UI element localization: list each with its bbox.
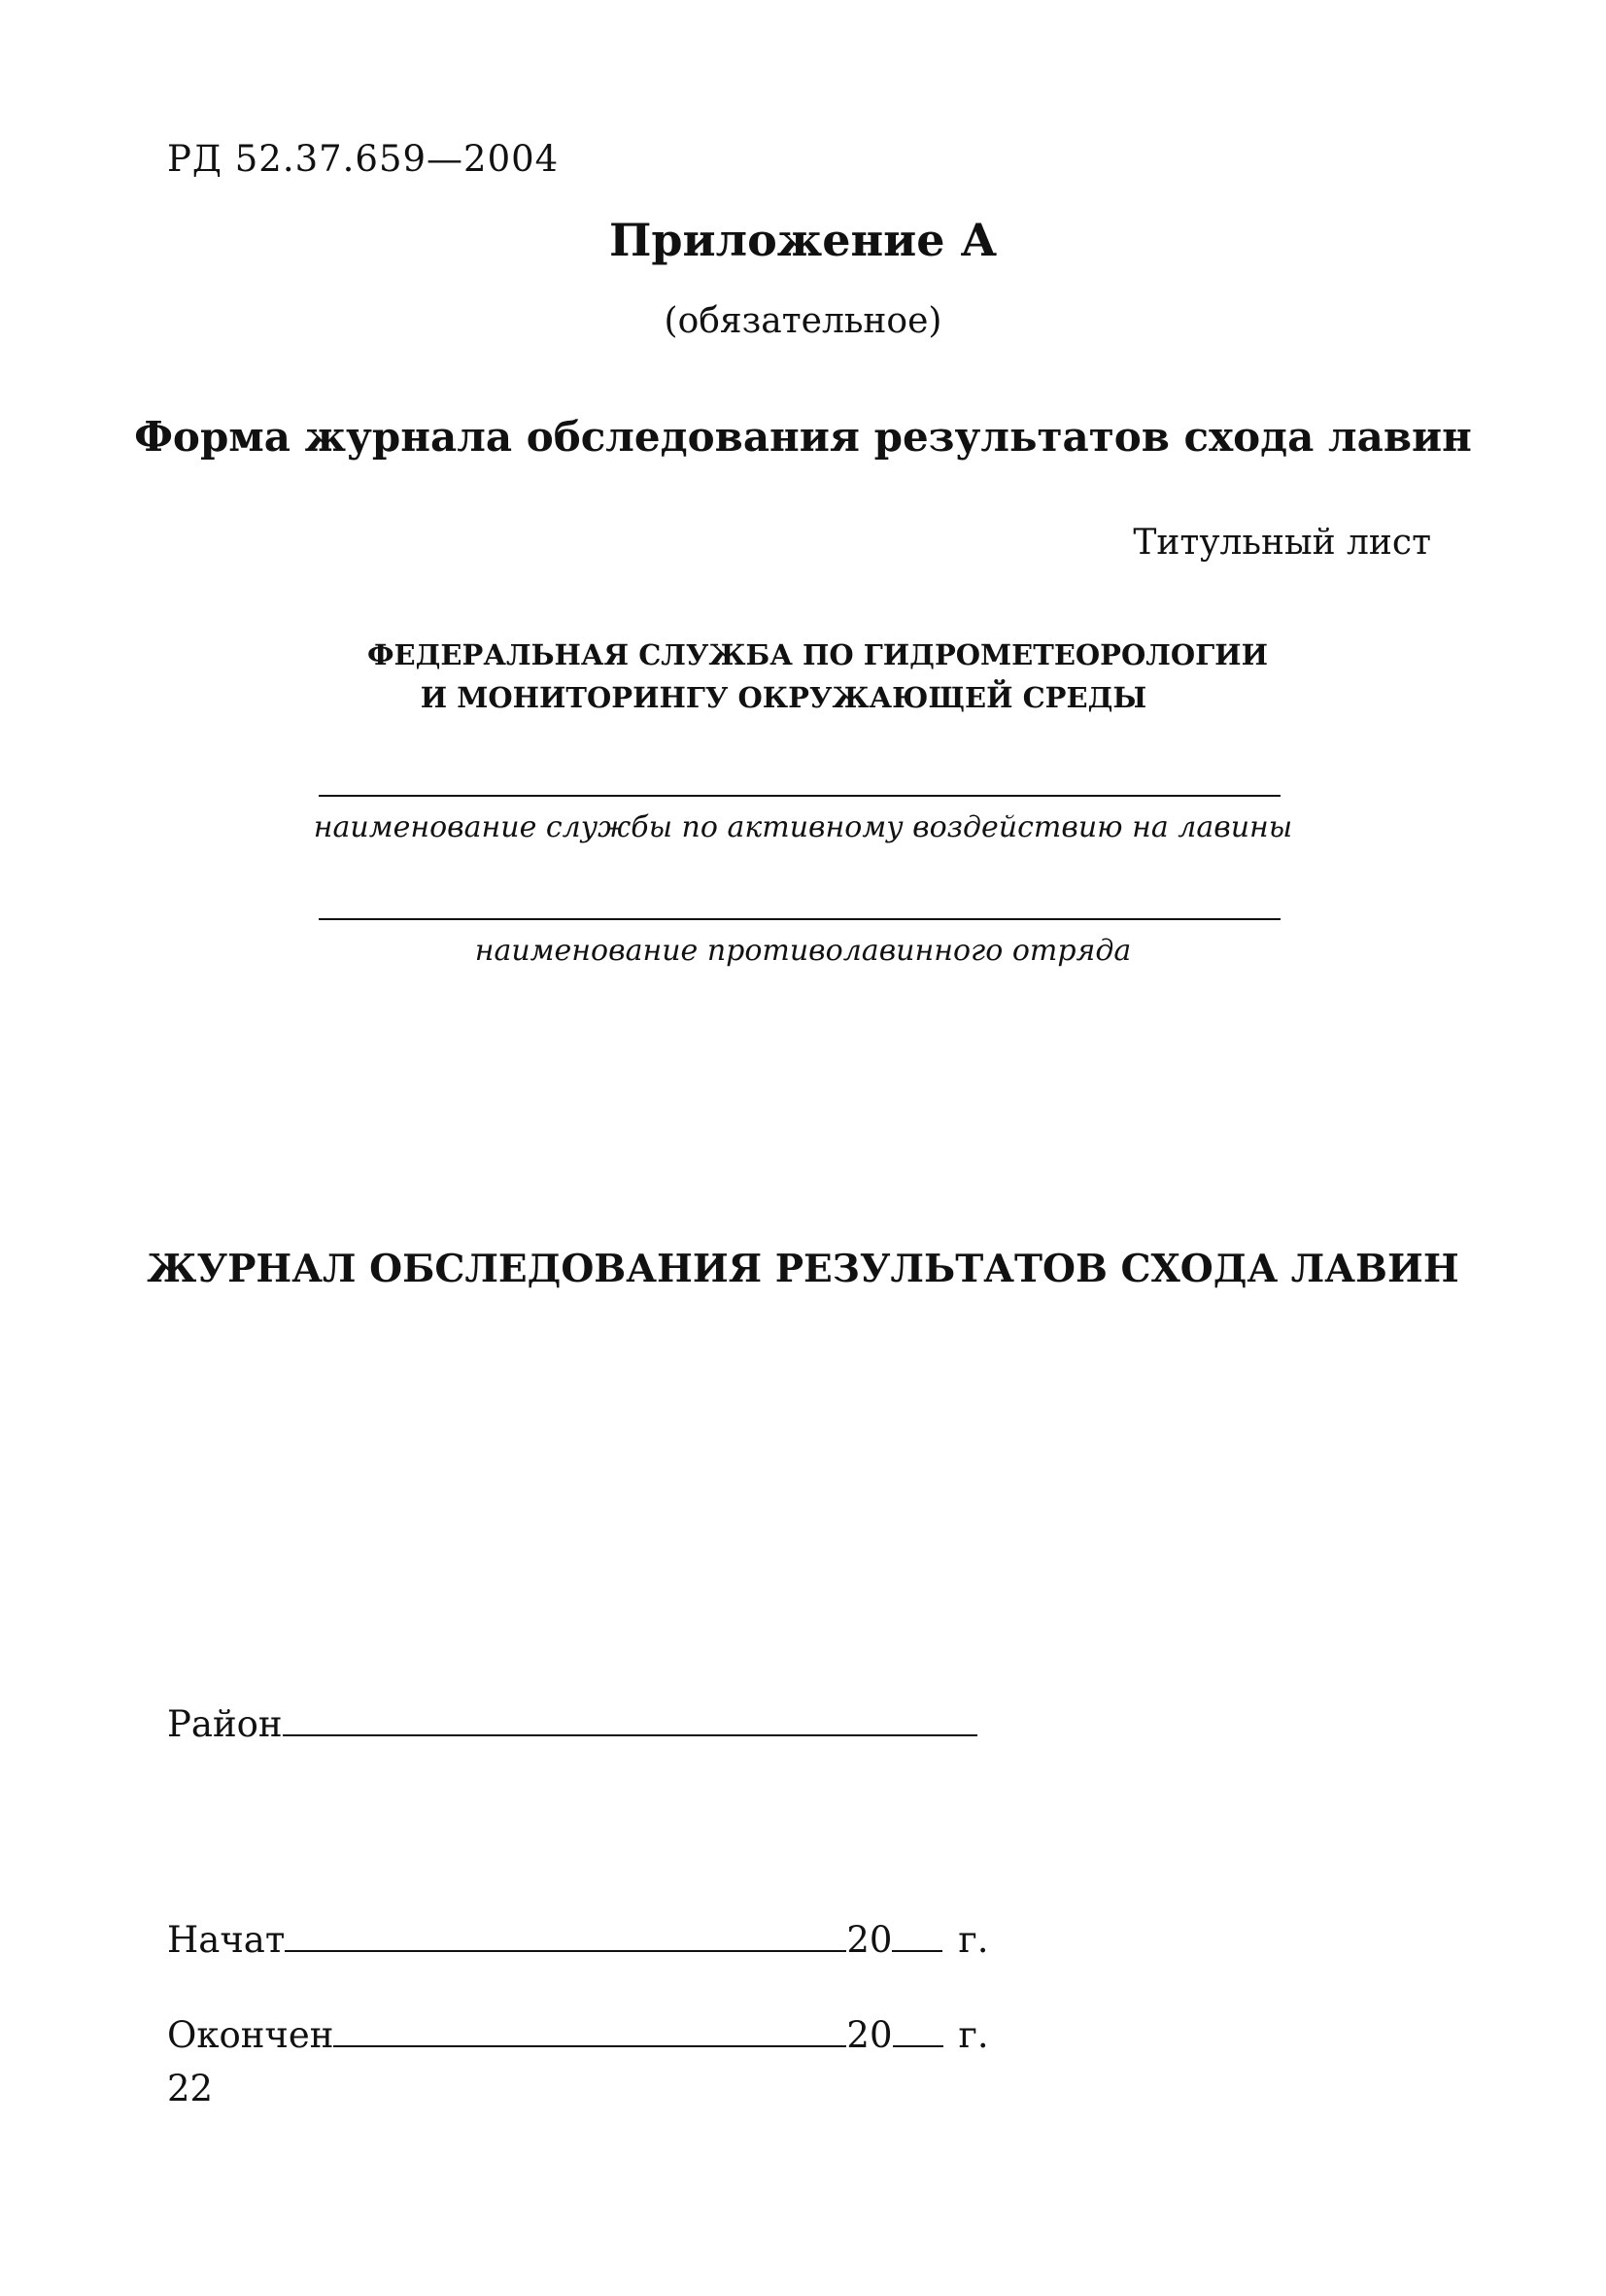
agency-name-line-2: И МОНИТОРИНГУ ОКРУЖАЮЩЕЙ СРЕДЫ [420, 681, 1147, 714]
appendix-title: Приложение А [608, 214, 998, 266]
journal-title: ЖУРНАЛ ОБСЛЕДОВАНИЯ РЕЗУЛЬТАТОВ СХОДА ЛАВИН [147, 1247, 1459, 1291]
district-blank-line [283, 1705, 977, 1736]
district-field [167, 1703, 977, 1745]
started-year-line [892, 1921, 942, 1952]
agency-name-line-1: ФЕДЕРАЛЬНАЯ СЛУЖБА ПО ГИДРОМЕТЕОРОЛОГИИ [367, 638, 1268, 671]
started-century: 20 [846, 1919, 893, 1961]
finished-year-line [893, 2016, 943, 2047]
form-title: Форма журнала обследования результатов схода лавин [134, 413, 1472, 461]
finished-label: Окончен [167, 2014, 334, 2056]
district-label: Район [167, 1703, 283, 1745]
started-year-suffix: г. [958, 1919, 989, 1961]
started-label: Начат [167, 1919, 286, 1961]
agency-name [0, 634, 1606, 719]
appendix-note: (обязательное) [664, 301, 942, 341]
page-number: 22 [167, 2068, 214, 2109]
started-field [167, 1919, 989, 1961]
finished-year-suffix: г. [958, 2014, 989, 2056]
sheet-label: Титульный лист [1133, 523, 1431, 563]
finished-century: 20 [846, 2014, 893, 2056]
service-name-caption: наименование службы по активному воздействию на лавины [313, 810, 1293, 844]
started-date-line [285, 1921, 846, 1952]
squad-name-line [319, 918, 1281, 920]
finished-field [167, 2014, 989, 2056]
document-code: РД 52.37.659—2004 [167, 138, 560, 180]
finished-date-line [333, 2016, 846, 2047]
service-name-line [319, 795, 1281, 797]
squad-name-caption: наименование противолавинного отряда [474, 934, 1132, 968]
